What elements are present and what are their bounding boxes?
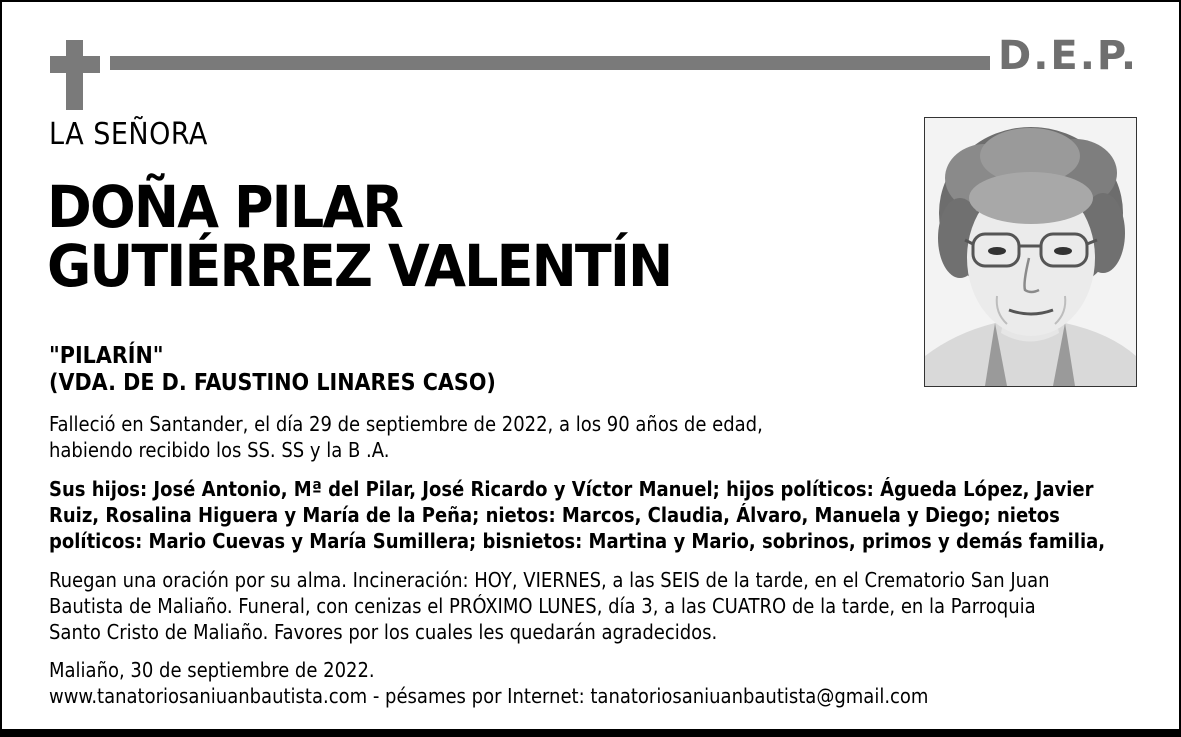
cross-vertical-bar <box>66 40 83 110</box>
portrait-photo <box>924 117 1137 387</box>
family-line: Sus hijos: José Antonio, Mª del Pilar, José Ricardo y Víctor Manuel; hijos políticos: Águeda López, Javier <box>49 477 1094 501</box>
widow-of: (VDA. DE D. FAUSTINO LINARES CASO) <box>49 370 496 396</box>
ceremony-details <box>49 567 1149 645</box>
deceased-name-line1: DOÑA PILAR <box>47 173 402 241</box>
contact-info: www.tanatoriosaniuanbautista.com - pésames por Internet: tanatoriosaniuanbautista@gmail.com <box>49 684 929 708</box>
deceased-name-line2: GUTIÉRREZ VALENTÍN <box>47 232 672 300</box>
family-list <box>49 476 1149 554</box>
header-rule <box>110 56 990 70</box>
death-notice-line: habiendo recibido los SS. SS y la B .A. <box>49 438 390 462</box>
nickname: "PILARÍN" <box>49 343 164 369</box>
nickname-block <box>49 343 496 397</box>
footer <box>49 657 1149 709</box>
portrait-image <box>925 118 1136 386</box>
death-notice <box>49 411 1139 463</box>
family-line: políticos: Mario Cuevas y María Sumillera; bisnietos: Martina y Mario, sobrinos, primos y demás familia, <box>49 529 1106 553</box>
cross-horizontal-bar <box>50 56 100 73</box>
deceased-name <box>47 173 672 300</box>
family-line: Ruiz, Rosalina Higuera y María de la Peña; nietos: Marcos, Claudia, Álvaro, Manuela y Diego; nietos <box>49 503 1060 527</box>
place-date: Maliaño, 30 de septiembre de 2022. <box>49 658 375 682</box>
death-notice-line: Falleció en Santander, el día 29 de septiembre de 2022, a los 90 años de edad, <box>49 412 763 436</box>
ceremony-line: Santo Cristo de Maliaño. Favores por los cuales les quedarán agradecidos. <box>49 620 718 644</box>
dep-label: D.E.P. <box>998 33 1139 79</box>
honorific-prefix: LA SEÑORA <box>49 117 208 152</box>
ceremony-line: Bautista de Maliaño. Funeral, con cenizas el PRÓXIMO LUNES, día 3, a las CUATRO de la tarde, en la Parroquia <box>49 594 1036 618</box>
ceremony-line: Ruegan una oración por su alma. Incineración: HOY, VIERNES, a las SEIS de la tarde, en el Crematorio San Juan <box>49 568 1050 592</box>
